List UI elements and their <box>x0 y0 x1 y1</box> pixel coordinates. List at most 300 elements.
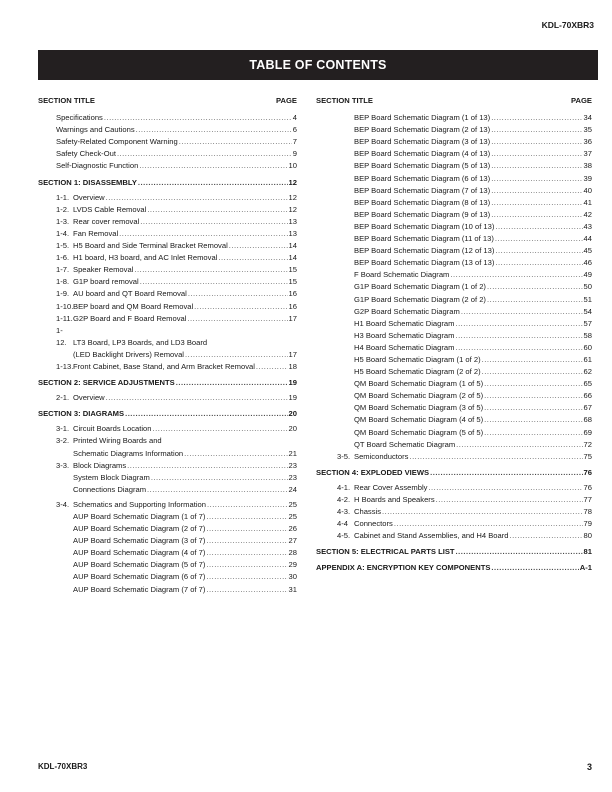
dot-leader <box>510 530 583 542</box>
toc-entry-line <box>38 325 297 349</box>
toc-entry-page: 78 <box>583 507 592 517</box>
toc-left-column <box>38 95 297 596</box>
toc-entry-page: 57 <box>583 318 592 328</box>
toc-section-entry <box>38 377 297 389</box>
toc-entry-label: AUP Board Schematic Diagram (3 of 7) <box>73 536 206 546</box>
dot-leader <box>140 216 287 228</box>
toc-entry-line <box>38 349 297 361</box>
toc-entry-page: 18 <box>288 361 297 371</box>
toc-entry-number: 4-4 <box>337 519 348 529</box>
toc-entry-label: BEP Board Schematic Diagram (5 of 13) <box>354 161 491 171</box>
toc-entry-label: SECTION 1: DISASSEMBLY <box>38 177 137 187</box>
dot-leader <box>194 301 287 313</box>
toc-entry <box>38 535 297 547</box>
toc-entry-page: 23 <box>288 472 297 482</box>
toc-entry-number: 1-6. <box>56 253 70 263</box>
toc-entry-number: 1-1. <box>56 192 70 202</box>
toc-entry-line <box>38 448 297 460</box>
toc-entry <box>316 112 592 124</box>
toc-entry <box>38 124 297 136</box>
footer-model: KDL-70XBR3 <box>38 762 88 771</box>
toc-title: TABLE OF CONTENTS <box>249 58 387 72</box>
toc-entry-label: G1P Board Schematic Diagram (1 of 2) <box>354 282 486 292</box>
toc-entry-label: Semiconductors <box>354 451 409 461</box>
toc-entry-page: 58 <box>583 330 592 340</box>
dot-leader <box>206 523 287 535</box>
dot-leader <box>185 349 288 361</box>
toc-entry-label: G1P Board Schematic Diagram (2 of 2) <box>354 294 486 304</box>
toc-entry-page: 30 <box>288 572 297 582</box>
toc-entry-page: 72 <box>583 439 592 449</box>
dot-leader <box>229 240 288 252</box>
toc-entry-label: BEP board and QM Board Removal <box>73 301 194 311</box>
toc-entry-page: 65 <box>583 379 592 389</box>
toc-entry-label: BEP Board Schematic Diagram (11 of 13) <box>354 234 494 244</box>
toc-entry-number: 1-2. <box>56 204 70 214</box>
toc-entry-number: 3-5. <box>337 451 351 461</box>
dot-leader <box>491 562 578 574</box>
toc-entry-label: H5 Board Schematic Diagram (2 of 2) <box>354 367 481 377</box>
toc-entry <box>316 160 592 172</box>
dot-leader <box>409 451 582 463</box>
toc-entry <box>316 354 592 366</box>
toc-entry-label: BEP Board Schematic Diagram (4 of 13) <box>354 149 491 159</box>
toc-entry-label: QM Board Schematic Diagram (1 of 5) <box>354 379 484 389</box>
toc-entry-page: 40 <box>583 185 592 195</box>
toc-entry-label: H4 Board Schematic Diagram <box>354 342 455 352</box>
toc-entry-page: 69 <box>583 427 592 437</box>
toc-entry-line <box>38 435 297 447</box>
toc-right-column <box>316 95 592 575</box>
toc-entry-page: 26 <box>288 524 297 534</box>
dot-leader <box>484 378 582 390</box>
toc-entry-number: 3-3. <box>56 460 70 470</box>
toc-entry <box>38 264 297 276</box>
toc-entry <box>38 160 297 172</box>
toc-entry <box>316 269 592 281</box>
dot-leader <box>206 547 287 559</box>
toc-entry-label: QM Board Schematic Diagram (2 of 5) <box>354 391 484 401</box>
toc-entry-label: QM Board Schematic Diagram (4 of 5) <box>354 415 484 425</box>
toc-entry-label: Circuit Boards Location <box>73 424 152 434</box>
dot-leader <box>382 506 583 518</box>
left-entries <box>38 112 297 596</box>
toc-entry-page: 31 <box>288 584 297 594</box>
toc-entry <box>316 439 592 451</box>
dot-leader <box>428 482 582 494</box>
toc-entry-label: F Board Schematic Diagram <box>354 270 450 280</box>
dot-leader <box>206 571 287 583</box>
toc-entry-page: 50 <box>583 282 592 292</box>
toc-entry-number: 4-5. <box>337 531 351 541</box>
toc-section-entry <box>38 177 297 189</box>
toc-entry-page: 14 <box>288 241 297 251</box>
toc-entry <box>316 506 592 518</box>
toc-entry-label: BEP Board Schematic Diagram (2 of 13) <box>354 125 491 135</box>
toc-entry <box>316 366 592 378</box>
toc-entry <box>38 148 297 160</box>
toc-entry-label: BEP Board Schematic Diagram (12 of 13) <box>354 246 495 256</box>
toc-entry-page: 12 <box>288 177 297 187</box>
dot-leader <box>484 414 582 426</box>
toc-entry-label: H3 Board Schematic Diagram <box>354 330 455 340</box>
toc-entry-number: 1-4. <box>56 228 70 238</box>
toc-entry-label: System Block Diagram <box>73 472 150 482</box>
dot-leader <box>455 318 582 330</box>
dot-leader <box>456 546 583 558</box>
toc-entry <box>316 518 592 530</box>
toc-entry <box>316 136 592 148</box>
toc-entry-label: SECTION 4: EXPLODED VIEWS <box>316 467 430 477</box>
right-column-header <box>316 95 592 107</box>
dot-leader <box>491 197 582 209</box>
toc-entry <box>38 313 297 325</box>
dot-leader <box>119 228 287 240</box>
toc-entry <box>38 547 297 559</box>
toc-entry-page: 6 <box>292 125 297 135</box>
toc-entry-page: 62 <box>583 367 592 377</box>
toc-entry <box>38 392 297 404</box>
toc-entry-page: 60 <box>583 342 592 352</box>
dot-leader <box>484 402 582 414</box>
toc-entry-page: 10 <box>288 161 297 171</box>
toc-entry-number: 1-13. <box>56 361 74 371</box>
toc-entry-number: 3-1. <box>56 424 70 434</box>
dot-leader <box>134 264 287 276</box>
toc-entry <box>38 252 297 264</box>
toc-entry-page: 34 <box>583 113 592 123</box>
toc-entry <box>38 204 297 216</box>
dot-leader <box>487 281 583 293</box>
toc-entry-label: AUP Board Schematic Diagram (6 of 7) <box>73 572 206 582</box>
dot-leader <box>206 511 287 523</box>
toc-entry-number: 1-12. <box>56 325 67 347</box>
toc-entry-page: 16 <box>288 301 297 311</box>
toc-entry <box>316 185 592 197</box>
dot-leader <box>436 494 583 506</box>
dot-leader <box>140 276 288 288</box>
dot-leader <box>482 366 583 378</box>
toc-entry-label: H1 Board Schematic Diagram <box>354 318 455 328</box>
dot-leader <box>461 306 583 318</box>
toc-entry-label: BEP Board Schematic Diagram (9 of 13) <box>354 209 491 219</box>
toc-entry-page: 16 <box>288 289 297 299</box>
toc-entry-label: Chassis <box>354 507 382 517</box>
toc-entry <box>38 301 297 313</box>
toc-entry-page: 15 <box>288 277 297 287</box>
toc-entry <box>316 281 592 293</box>
toc-entry <box>38 484 297 496</box>
toc-entry-label: Connections Diagram <box>73 484 147 494</box>
toc-entry-label: Self-Diagnostic Function <box>56 161 139 171</box>
toc-entry-page: 66 <box>583 391 592 401</box>
toc-entry-page: 38 <box>583 161 592 171</box>
toc-entry-label-continued: Schematic Diagrams Information <box>73 448 184 458</box>
toc-entry-label: QT Board Schematic Diagram <box>354 439 456 449</box>
toc-entry-page: 67 <box>583 403 592 413</box>
toc-entry-label: Rear cover removal <box>73 216 140 226</box>
toc-entry-page: 28 <box>288 548 297 558</box>
dot-leader <box>176 377 288 389</box>
toc-entry <box>316 257 592 269</box>
toc-entry <box>316 530 592 542</box>
toc-entry-page: 37 <box>583 149 592 159</box>
toc-entry-label: BEP Board Schematic Diagram (1 of 13) <box>354 113 491 123</box>
toc-entry-page: 41 <box>583 197 592 207</box>
dot-leader <box>147 484 288 496</box>
dot-leader <box>147 204 287 216</box>
toc-entry-page: 19 <box>288 378 297 388</box>
dot-leader <box>187 313 287 325</box>
toc-entry-label: AUP Board Schematic Diagram (2 of 7) <box>73 524 206 534</box>
toc-entry-number: 4-2. <box>337 495 351 504</box>
toc-entry-page: 29 <box>288 560 297 570</box>
toc-entry-page: 81 <box>583 547 592 557</box>
toc-entry-label-continued: (LED Backlight Drivers) Removal <box>73 349 184 359</box>
toc-entry <box>316 378 592 390</box>
dot-leader <box>430 467 582 479</box>
toc-section-entry <box>316 467 592 479</box>
toc-entry-label: QM Board Schematic Diagram (5 of 5) <box>354 427 484 437</box>
toc-entry-label: Safety-Related Component Warning <box>56 137 178 147</box>
dot-leader <box>139 160 287 172</box>
toc-entry <box>316 124 592 136</box>
toc-entry <box>38 361 297 373</box>
toc-entry-label: H1 board, H3 board, and AC Inlet Removal <box>73 253 218 263</box>
toc-entry-number: 1-10. <box>56 301 74 311</box>
dot-leader <box>206 535 287 547</box>
toc-entry <box>38 276 297 288</box>
toc-entry-number: 4-3. <box>337 507 351 517</box>
toc-entry-page: A-1 <box>579 563 592 573</box>
toc-entry-page: 51 <box>583 294 592 304</box>
dot-leader <box>256 361 288 373</box>
dot-leader <box>184 448 287 460</box>
toc-entry-label: BEP Board Schematic Diagram (8 of 13) <box>354 197 491 207</box>
toc-entry-page: 21 <box>288 448 297 458</box>
toc-entry <box>316 306 592 318</box>
toc-entry <box>38 571 297 583</box>
toc-entry-page: 80 <box>583 531 592 541</box>
toc-section-entry <box>316 562 592 574</box>
toc-entry-label: Front Cabinet, Base Stand, and Arm Bracket Removal <box>73 361 255 371</box>
toc-entry-page: 12 <box>288 204 297 214</box>
toc-entry <box>316 294 592 306</box>
toc-entry-number: 1-9. <box>56 289 70 299</box>
dot-leader <box>106 192 288 204</box>
toc-entry-label: Warnings and Cautions <box>56 125 135 135</box>
dot-leader <box>455 342 582 354</box>
toc-entry-label: AUP Board Schematic Diagram (7 of 7) <box>73 584 206 594</box>
toc-entry <box>38 112 297 124</box>
toc-entry-label: Block Diagrams <box>73 460 127 470</box>
dot-leader <box>484 427 582 439</box>
dot-leader <box>207 499 288 511</box>
toc-entry <box>38 240 297 252</box>
toc-entry-page: 4 <box>292 113 297 123</box>
toc-entry-label: BEP Board Schematic Diagram (3 of 13) <box>354 137 491 147</box>
toc-entry <box>38 511 297 523</box>
toc-entry <box>38 559 297 571</box>
toc-entry <box>316 451 592 463</box>
dot-leader <box>127 460 287 472</box>
toc-entry-page: 42 <box>583 209 592 219</box>
dot-leader <box>179 136 292 148</box>
toc-entry-page: 43 <box>583 221 592 231</box>
toc-entry-label: LVDS Cable Removal <box>73 204 147 214</box>
toc-entry-label: SECTION 3: DIAGRAMS <box>38 409 125 419</box>
section-title-heading: SECTION TITLE <box>316 96 373 105</box>
toc-entry <box>316 330 592 342</box>
toc-entry-page: 44 <box>583 234 592 244</box>
toc-entry-label: G1P board removal <box>73 277 139 287</box>
toc-entry-label: BEP Board Schematic Diagram (13 of 13) <box>354 258 495 268</box>
toc-entry-page: 17 <box>288 349 297 359</box>
toc-entry-page: 7 <box>292 137 297 147</box>
dot-leader <box>491 185 582 197</box>
dot-leader <box>487 294 583 306</box>
toc-entry-label: Schematics and Supporting Information <box>73 499 206 509</box>
toc-entry-page: 19 <box>288 393 297 403</box>
dot-leader <box>117 148 292 160</box>
toc-entry-page: 77 <box>583 495 592 504</box>
dot-leader <box>491 209 582 221</box>
toc-entry-page: 36 <box>583 137 592 147</box>
toc-entry-label: BEP Board Schematic Diagram (7 of 13) <box>354 185 491 195</box>
dot-leader <box>153 423 288 435</box>
header-model: KDL-70XBR3 <box>541 20 594 30</box>
toc-entry <box>316 402 592 414</box>
toc-entry-label: QM Board Schematic Diagram (3 of 5) <box>354 403 484 413</box>
toc-entry <box>38 472 297 484</box>
dot-leader <box>151 472 288 484</box>
toc-entry <box>316 221 592 233</box>
toc-entry-page: 25 <box>288 499 297 509</box>
dot-leader <box>456 439 582 451</box>
toc-entry-label: Overview <box>73 393 105 403</box>
dot-leader <box>455 330 582 342</box>
toc-entry-number: 3-2. <box>56 436 70 446</box>
toc-entry <box>316 197 592 209</box>
dot-leader <box>218 252 287 264</box>
dot-leader <box>495 233 583 245</box>
dot-leader <box>125 408 287 420</box>
dot-leader <box>491 112 582 124</box>
dot-leader <box>491 160 582 172</box>
toc-entry-page: 54 <box>583 306 592 316</box>
toc-entry-label: AUP Board Schematic Diagram (5 of 7) <box>73 560 206 570</box>
toc-entry-label: Rear Cover Assembly <box>354 482 428 492</box>
dot-leader <box>206 559 287 571</box>
toc-entry-label: SECTION 5: ELECTRICAL PARTS LIST <box>316 547 455 557</box>
toc-entry-number: 1-3. <box>56 216 70 226</box>
dot-leader <box>491 148 582 160</box>
right-entries <box>316 112 592 574</box>
toc-entry-page: 13 <box>288 216 297 226</box>
toc-entry <box>316 318 592 330</box>
toc-entry-label: G2P Board and F Board Removal <box>73 313 187 323</box>
toc-entry <box>38 192 297 204</box>
toc-entry-page: 68 <box>583 415 592 425</box>
toc-entry <box>38 523 297 535</box>
toc-entry-label: H5 Board Schematic Diagram (1 of 2) <box>354 354 481 364</box>
toc-entry-label: BEP Board Schematic Diagram (6 of 13) <box>354 173 491 183</box>
toc-entry-page: 20 <box>288 409 297 419</box>
toc-entry-page: 35 <box>583 125 592 135</box>
toc-entry-page: 9 <box>292 149 297 159</box>
toc-entry-label: Printed Wiring Boards and <box>73 436 162 446</box>
dot-leader <box>495 221 582 233</box>
toc-entry <box>38 136 297 148</box>
toc-entry-page: 75 <box>583 451 592 461</box>
toc-entry <box>38 288 297 300</box>
toc-entry-number: 1-5. <box>56 241 70 251</box>
toc-entry-page: 25 <box>288 512 297 521</box>
toc-entry-label: APPENDIX A: ENCRYPTION KEY COMPONENTS <box>316 563 491 573</box>
toc-entry-label: Fan Removal <box>73 228 119 238</box>
toc-entry-page: 27 <box>288 536 297 546</box>
dot-leader <box>450 269 582 281</box>
toc-entry-page: 46 <box>583 258 592 268</box>
toc-entry-number: 1-7. <box>56 265 70 275</box>
dot-leader <box>136 124 292 136</box>
toc-entry <box>316 482 592 494</box>
toc-entry-label: AUP Board Schematic Diagram (4 of 7) <box>73 548 206 558</box>
dot-leader <box>495 245 582 257</box>
dot-leader <box>491 136 582 148</box>
toc-entry-page: 79 <box>583 519 592 529</box>
toc-title-bar <box>38 50 598 80</box>
footer-page-number: 3 <box>586 762 592 772</box>
toc-entry <box>38 499 297 511</box>
toc-entry-page: 13 <box>288 228 297 238</box>
toc-entry <box>316 427 592 439</box>
toc-entry-label: G2P Board Schematic Diagram <box>354 306 460 316</box>
toc-entry <box>38 435 297 459</box>
toc-entry-page: 76 <box>583 482 592 492</box>
toc-entry <box>38 228 297 240</box>
toc-entry-label: SECTION 2: SERVICE ADJUSTMENTS <box>38 378 175 388</box>
left-column-header <box>38 95 297 107</box>
toc-entry-page: 23 <box>288 460 297 470</box>
dot-leader <box>491 124 582 136</box>
toc-entry-page: 39 <box>583 173 592 183</box>
dot-leader <box>394 518 583 530</box>
toc-entry-label: Specifications <box>56 113 103 123</box>
section-title-heading: SECTION TITLE <box>38 96 95 105</box>
toc-entry-label: AUP Board Schematic Diagram (1 of 7) <box>73 512 206 521</box>
toc-entry <box>316 245 592 257</box>
toc-entry <box>38 325 297 361</box>
dot-leader <box>106 392 288 404</box>
toc-entry-label: LT3 Board, LP3 Boards, and LD3 Board <box>73 337 208 347</box>
toc-section-entry <box>316 546 592 558</box>
toc-entry <box>38 584 297 596</box>
toc-entry-label: H5 Board and Side Terminal Bracket Removal <box>73 241 228 251</box>
dot-leader <box>484 390 582 402</box>
toc-entry-page: 24 <box>288 484 297 494</box>
toc-entry-label: H Boards and Speakers <box>354 495 435 504</box>
toc-entry-page: 76 <box>583 467 592 477</box>
toc-entry-page: 20 <box>288 424 297 434</box>
toc-entry-number: 1-8. <box>56 277 70 287</box>
toc-entry <box>316 494 592 506</box>
toc-entry <box>316 414 592 426</box>
toc-entry-label: Cabinet and Stand Assemblies, and H4 Board <box>354 531 509 541</box>
toc-entry <box>316 148 592 160</box>
toc-entry-label: Speaker Removal <box>73 265 134 275</box>
toc-entry-page: 14 <box>288 253 297 263</box>
